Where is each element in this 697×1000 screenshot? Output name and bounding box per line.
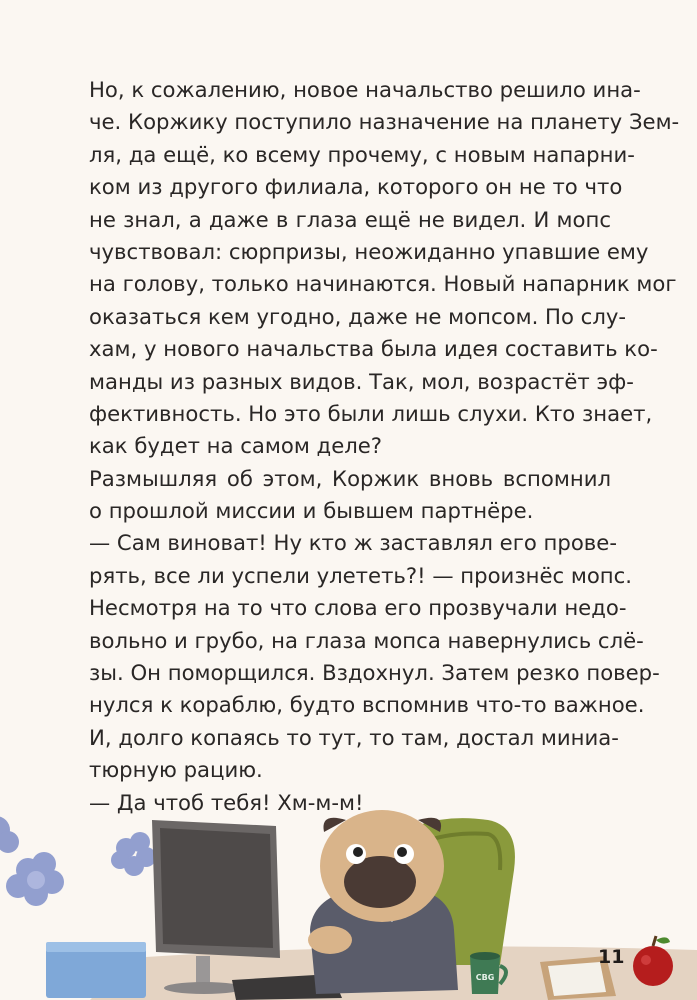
blue-flower-icon — [0, 816, 19, 853]
blue-flower-icon — [6, 852, 64, 906]
text-line: рять, все ли успели улететь?! — произнёс мопс. — [89, 562, 633, 588]
text-line: манды из разных видов. Так, мол, возрастёт эф- — [89, 368, 634, 394]
text-line: — Да чтоб тебя! Хм-м-м! — [89, 789, 364, 815]
text-line: тюрную рацию. — [89, 757, 263, 783]
text-line: чувствовал: сюрпризы, неожиданно упавшие ему — [89, 238, 649, 264]
book-stack — [46, 948, 146, 998]
text-line: оказаться кем угодно, даже не мопсом. По слу- — [89, 303, 627, 329]
text-line: как будет на самом деле? — [89, 433, 383, 459]
text-line: И, долго копаясь то тут, то там, достал миниа- — [89, 724, 619, 750]
body-text — [89, 74, 680, 819]
mug-label: CBG — [475, 973, 495, 982]
text-line: ля, да ещё, ко всему прочему, с новым напарни- — [89, 141, 635, 167]
text-line: — Сам виноват! Ну кто ж заставлял его прове- — [89, 530, 617, 556]
text-line: ком из другого филиала, которого он не то что — [89, 174, 623, 200]
text-line: Но, к сожалению, новое начальство решило ина- — [89, 77, 641, 102]
text-line: о прошлой миссии и бывшем партнёре. — [89, 498, 534, 524]
text-line: не знал, а даже в глаза ещё не видел. И мопс — [89, 206, 611, 232]
blue-flower-icon — [111, 832, 156, 876]
text-line: че. Коржику поступило назначение на планету Зем- — [89, 109, 680, 135]
text-line: зы. Он поморщился. Вздохнул. Затем резко повер- — [89, 660, 660, 686]
page-number: 11 — [598, 946, 625, 968]
text-line: вольно и грубо, на глаза мопса навернулись слё- — [89, 627, 644, 653]
apple-icon — [633, 936, 673, 986]
text-line: хам, у нового начальства была идея составить ко- — [89, 336, 658, 362]
text-line: Несмотря на то что слова его прозвучали недо- — [89, 595, 627, 621]
text-line: нулся к кораблю, будто вспомнив что-то важное. — [89, 692, 645, 718]
text-line: Размышляя об этом, Коржик вновь вспомнил — [89, 465, 611, 491]
text-line: на голову, только начинаются. Новый напарник мог — [89, 271, 677, 297]
pug-at-desk-illustration — [0, 790, 697, 1000]
text-line: фективность. Но это были лишь слухи. Кто знает, — [89, 400, 653, 426]
